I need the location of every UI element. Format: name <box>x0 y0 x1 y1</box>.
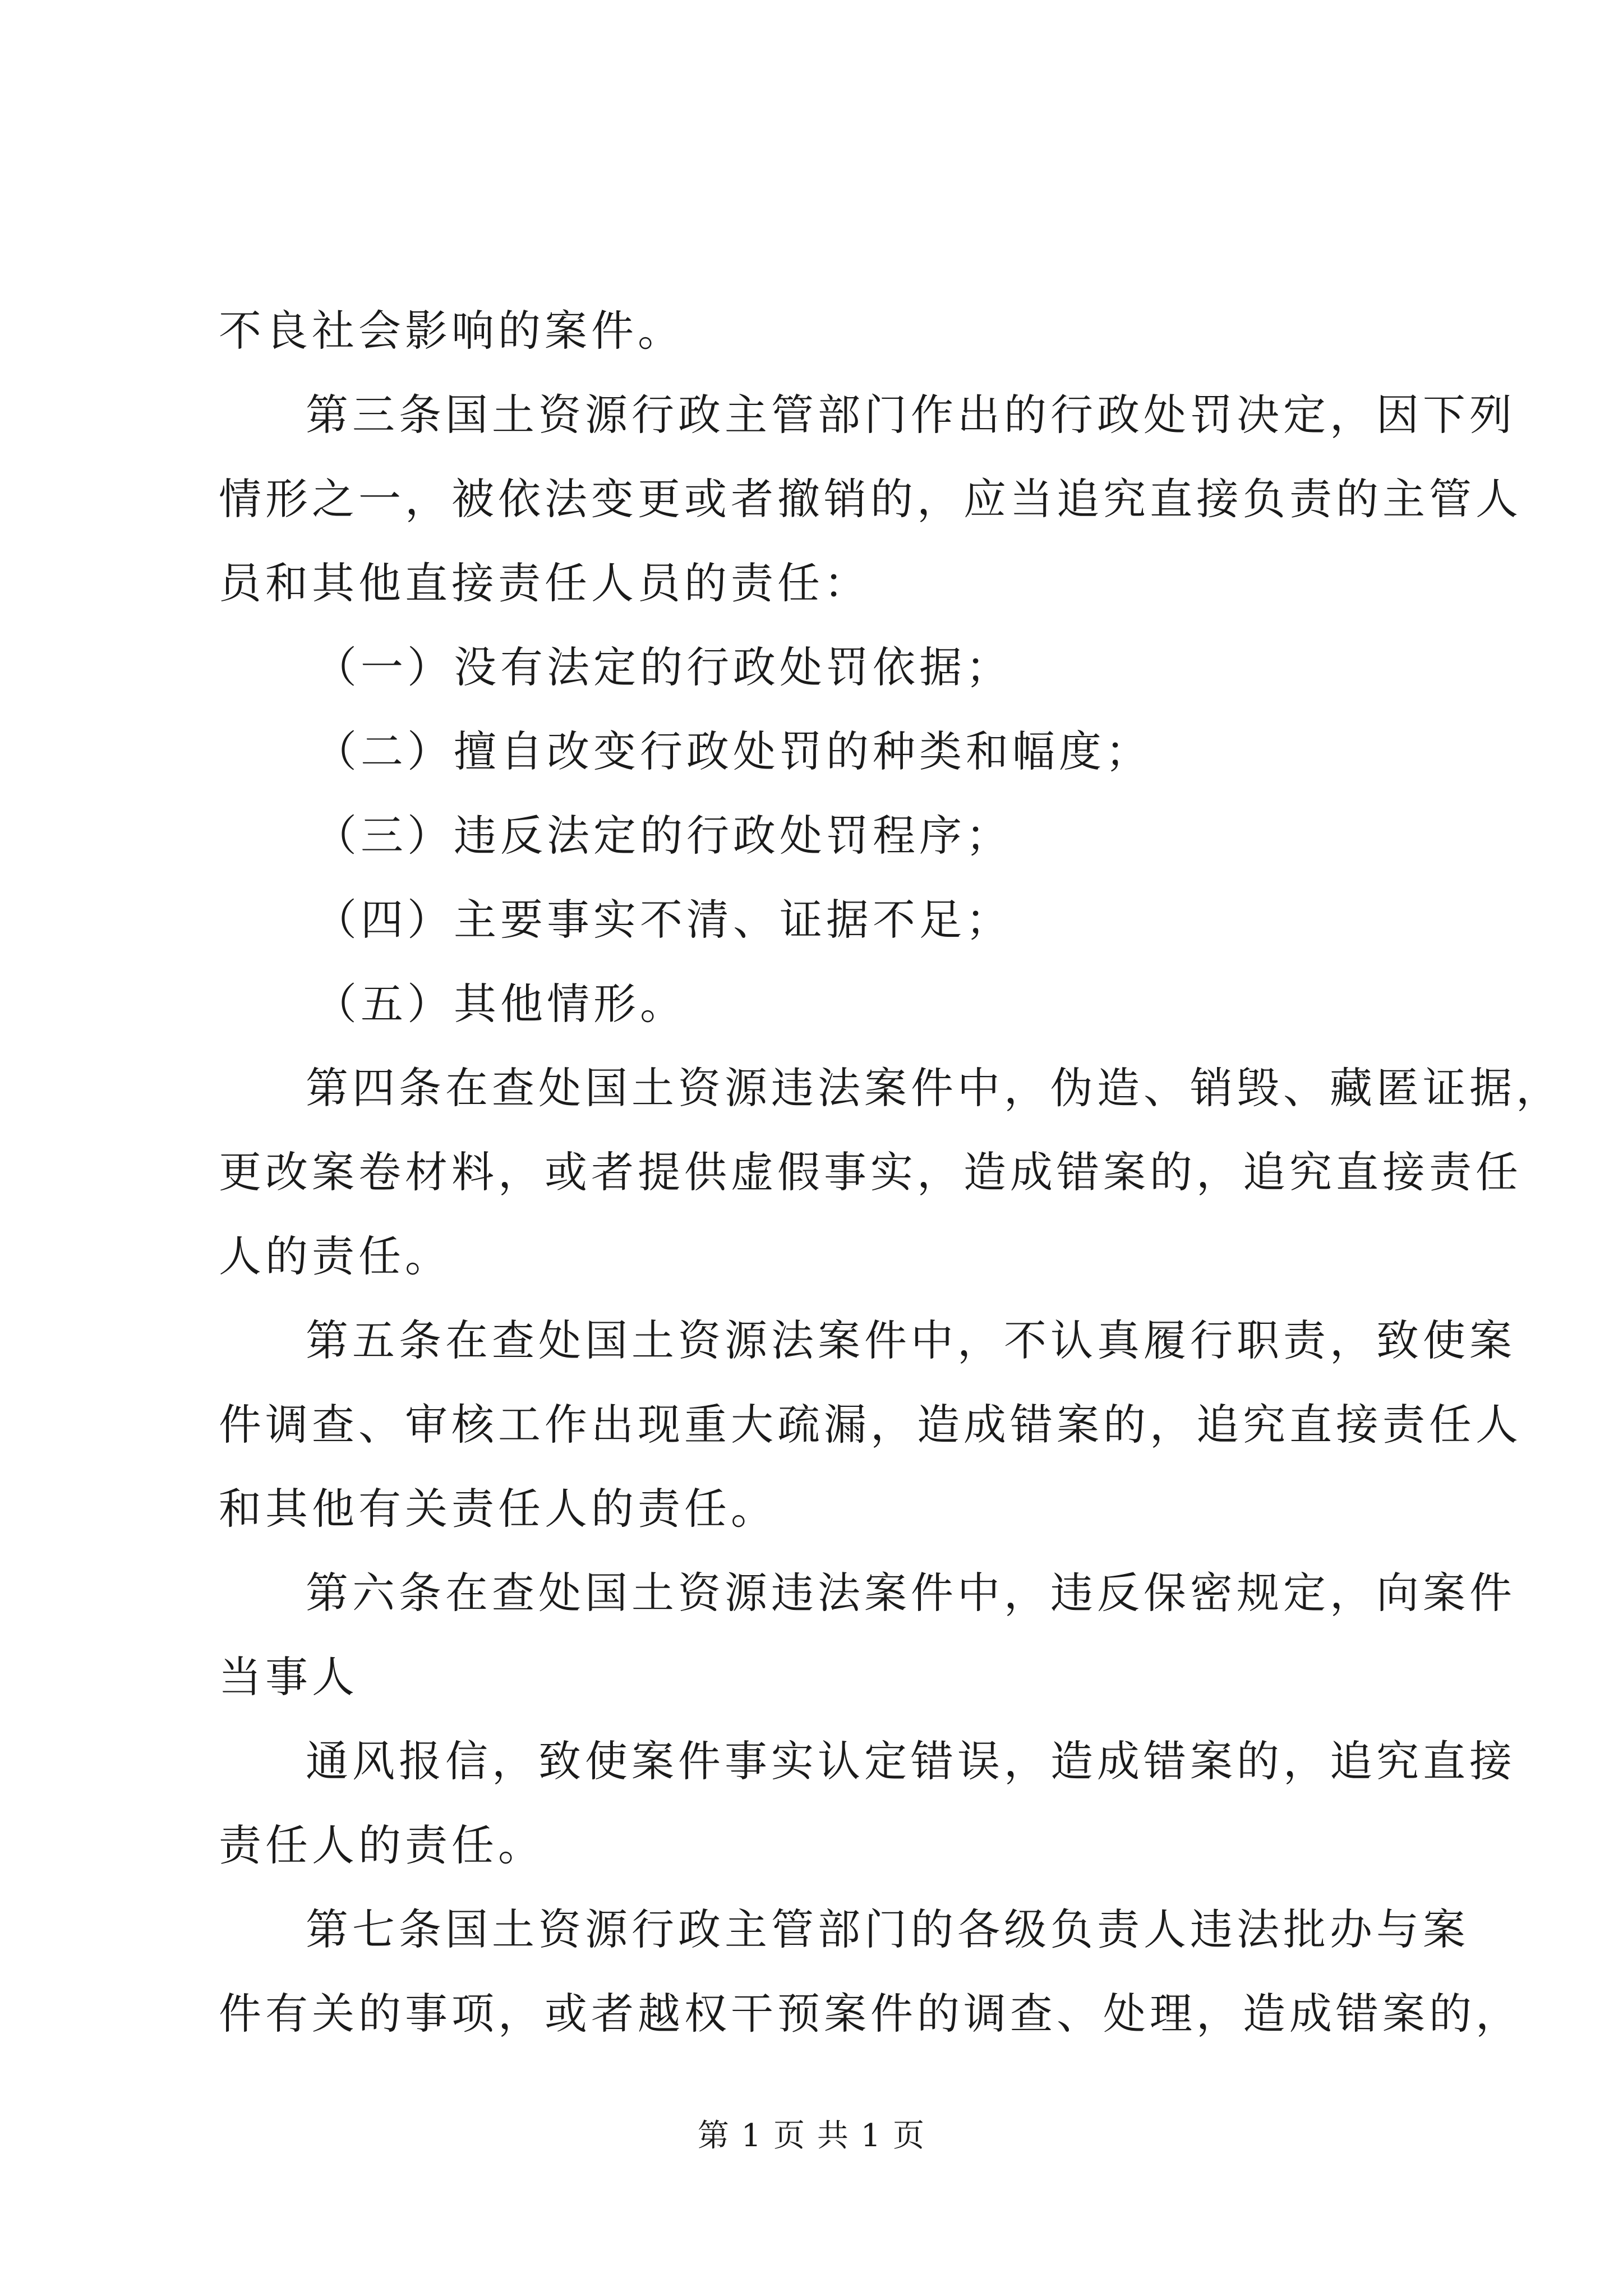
text-line: 当事人 <box>219 1652 358 1702</box>
text-line: 和其他有关责任人的责任。 <box>219 1484 777 1534</box>
list-item: （一）没有法定的行政处罚依据； <box>314 642 1012 692</box>
text-line: 第六条在查处国土资源违法案件中，违反保密规定，向案件 <box>306 1568 1516 1618</box>
text-line: 员和其他直接责任人员的责任： <box>219 558 870 608</box>
text-line: 第四条在查处国土资源违法案件中，伪造、销毁、藏匿证据， <box>306 1063 1562 1113</box>
list-item: （四）主要事实不清、证据不足； <box>314 895 1012 945</box>
text-line: 第五条在查处国土资源法案件中，不认真履行职责，致使案 <box>306 1315 1516 1365</box>
list-item: （三）违反法定的行政处罚程序； <box>314 811 1012 861</box>
text-line: 更改案卷材料，或者提供虚假事实，造成错案的，追究直接责任 <box>219 1147 1522 1197</box>
text-line: 不良社会影响的案件。 <box>219 306 684 356</box>
text-line: 通风报信，致使案件事实认定错误，造成错案的，追究直接 <box>306 1736 1516 1786</box>
text-line: 件调查、审核工作出现重大疏漏，造成错案的，追究直接责任人 <box>219 1400 1522 1450</box>
page-footer: 第 1 页 共 1 页 <box>697 2118 926 2154</box>
text-line: 第七条国土资源行政主管部门的各级负责人违法批办与案 <box>306 1904 1469 1954</box>
list-item: （五）其他情形。 <box>314 979 686 1029</box>
text-line: 第三条国土资源行政主管部门作出的行政处罚决定，因下列 <box>306 390 1516 440</box>
text-line: 责任人的责任。 <box>219 1820 545 1870</box>
text-line: 人的责任。 <box>219 1231 451 1281</box>
list-item: （二）擅自改变行政处罚的种类和幅度； <box>314 726 1152 776</box>
text-line: 情形之一，被依法变更或者撤销的，应当追究直接负责的主管人 <box>219 474 1522 524</box>
text-line: 件有关的事项，或者越权干预案件的调查、处理，造成错案的， <box>219 1989 1522 2039</box>
